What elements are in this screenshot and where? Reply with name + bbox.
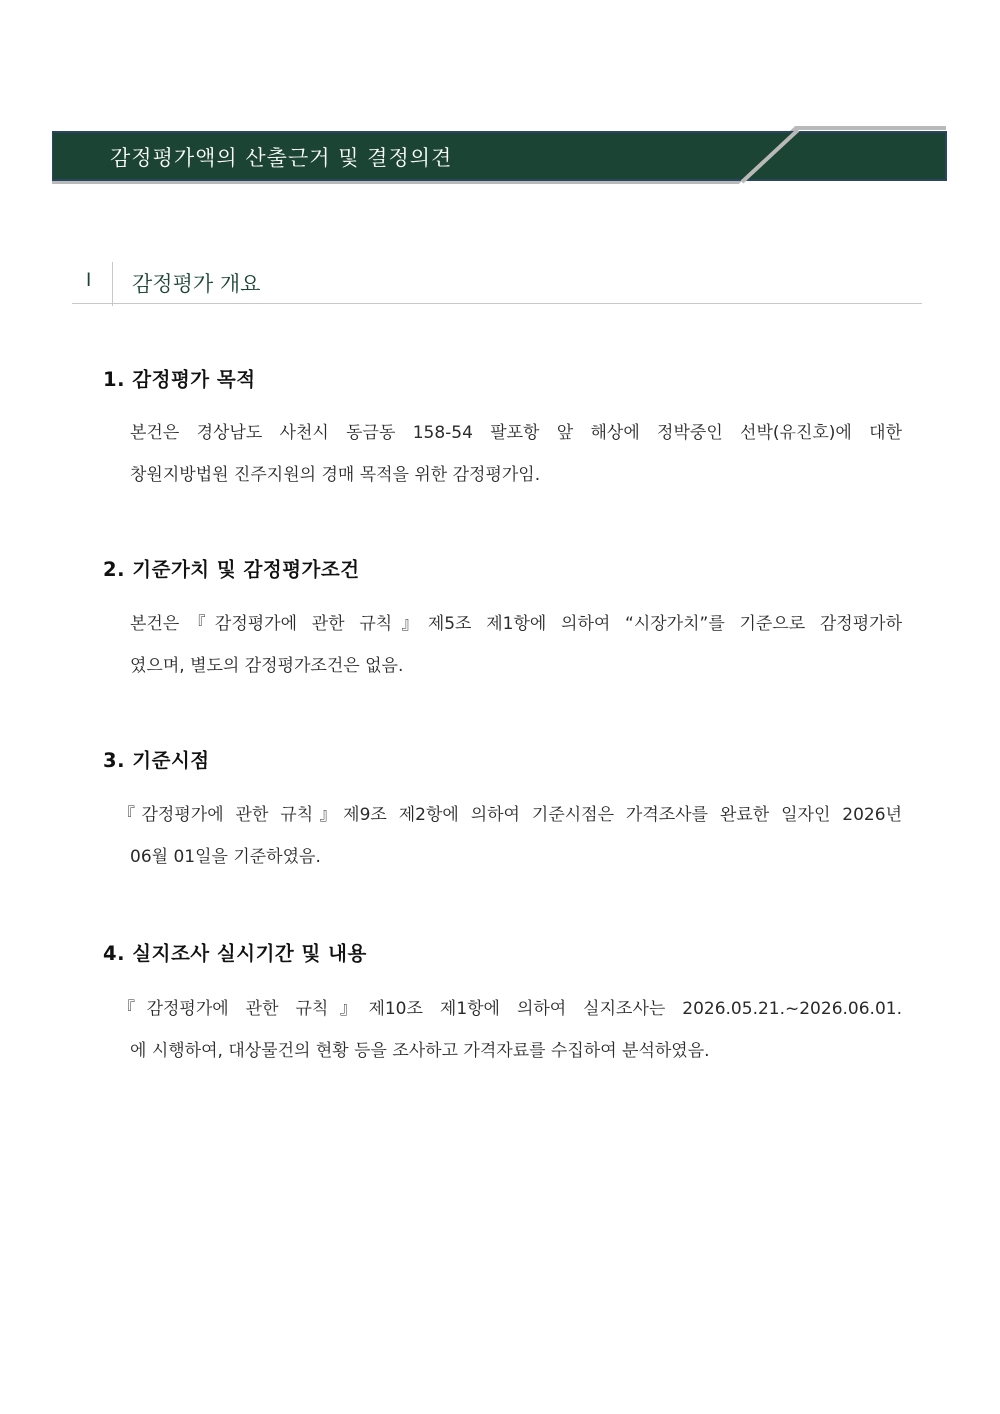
purpose-line-1: 본건은 경상남도 사천시 동금동 158-54 팔포항 앞 해상에 정박중인 선박(유진호)에 대한 xyxy=(130,423,902,443)
section-number: I xyxy=(86,270,92,291)
section-title: 감정평가 개요 xyxy=(132,272,261,296)
heading-purpose: 1. 감정평가 목적 xyxy=(103,368,256,391)
basis-value-line-1: 본건은『감정평가에 관한 규칙』제5조 제1항에 의하여 “시장가치”를 기준으로 감정평가하 xyxy=(130,614,902,634)
banner-title: 감정평가액의 산출근거 및 결정의견 xyxy=(110,146,453,170)
section-divider xyxy=(112,262,113,306)
heading-inspection: 4. 실지조사 실시기간 및 내용 xyxy=(103,942,367,965)
section-rule xyxy=(72,303,922,304)
inspection-line-1: 『감정평가에 관한 규칙』제10조 제1항에 의하여 실지조사는 2026.05.21.~2026.06.01. xyxy=(118,999,902,1019)
basis-value-line-2: 였으며, 별도의 감정평가조건은 없음. xyxy=(130,656,404,676)
title-banner xyxy=(52,124,948,190)
heading-base-date: 3. 기준시점 xyxy=(103,749,210,772)
purpose-line-2: 창원지방법원 진주지원의 경매 목적을 위한 감정평가임. xyxy=(130,465,541,485)
base-date-line-2: 06월 01일을 기준하였음. xyxy=(130,847,321,867)
inspection-line-2: 에 시행하여, 대상물건의 현황 등을 조사하고 가격자료를 수집하여 분석하였음. xyxy=(130,1041,710,1061)
section-header xyxy=(72,262,922,304)
heading-basis-value: 2. 기준가치 및 감정평가조건 xyxy=(103,558,360,581)
base-date-line-1: 『감정평가에 관한 규칙』제9조 제2항에 의하여 기준시점은 가격조사를 완료한 일자인 2026년 xyxy=(118,805,902,825)
